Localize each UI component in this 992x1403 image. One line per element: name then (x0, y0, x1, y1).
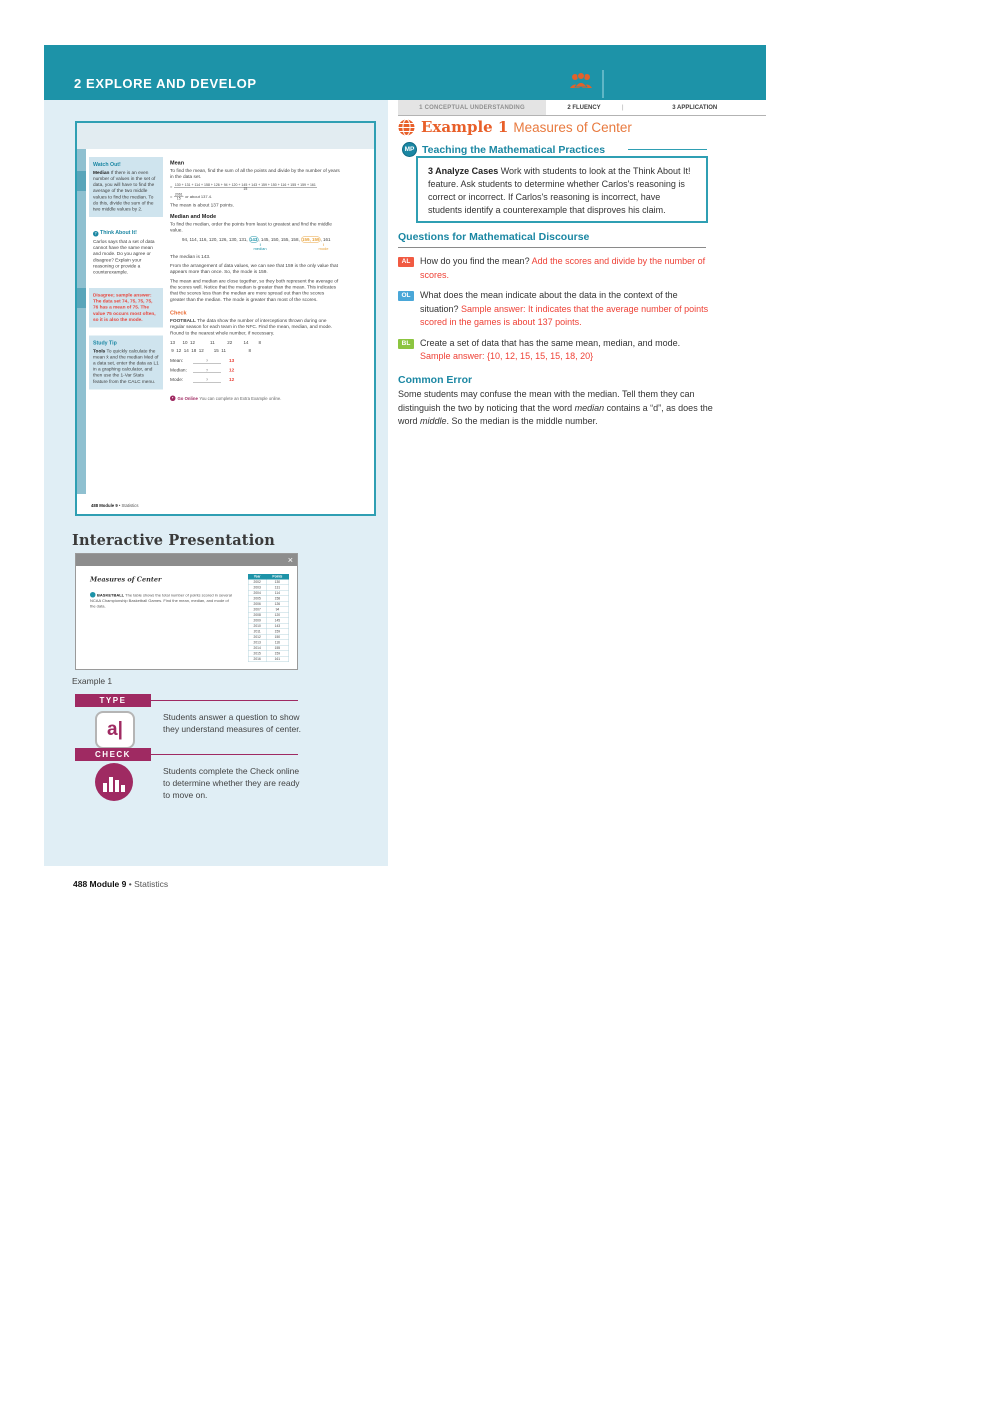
section-title: 2 EXPLORE AND DEVELOP (74, 76, 257, 91)
points-table-header: Year Points (248, 574, 289, 579)
mean-conclusion: The mean is about 137 points. (170, 202, 234, 208)
check-bold: FOOTBALL (170, 318, 196, 324)
mp-heading-row (402, 142, 605, 157)
bl-badge: BL (398, 339, 414, 349)
student-page-sidebar (89, 157, 163, 397)
think-answer-box (89, 288, 163, 327)
discourse-heading: Questions for Mathematical Discourse (398, 231, 590, 243)
fraction: 130 + 131 + 114 + 158 + 126 + 94 + 120 + 145 + 143 + 159 + 150 + 116 + 155 + 159 + 161 15 (174, 183, 316, 191)
points-table (248, 574, 289, 662)
think-about-it-text: Carlos says that a set of data cannot have the same mean and mode. Do you agree or disagree? Explain your reasoning or provide a counterexample. (93, 239, 155, 275)
al-badge: AL (398, 257, 414, 267)
check-data-row-1: 13 10 12 11 22 14 8 (170, 340, 261, 346)
discourse-item-ol (398, 289, 710, 330)
student-page-thumbnail (75, 121, 376, 516)
points-table-row: 2013 116 (248, 640, 289, 646)
window-slide-title: Measures of Center (90, 576, 162, 584)
check-heading: Check (170, 310, 187, 317)
mode-answer-row: Mode: ? 12 (170, 377, 235, 383)
discourse-item-al (398, 255, 710, 282)
points-table-row: 2007 94 (248, 607, 289, 613)
globe-icon (398, 119, 415, 136)
side-strip-segment (77, 171, 86, 191)
mean-intro: To find the mean, find the sum of all the points and divide by the number of years in the data set. (170, 168, 340, 180)
watch-out-text: Median If there is an even number of values in the set of data, you will have to find the average of the two middle values to find the median. To do this, divide the sum of the two middle values by 2. (93, 170, 156, 212)
mp-box-connector (628, 149, 707, 150)
answer-value: 12 (229, 367, 235, 374)
answer-blank: ? (193, 368, 221, 373)
go-online-icon: ▸ (171, 396, 174, 400)
study-tip-box (89, 335, 163, 389)
points-table-row: 2012 150 (248, 634, 289, 640)
mp-heading: Teaching the Mathematical Practices (422, 143, 606, 156)
mean-answer-row: Mean: ? 13 (170, 358, 235, 364)
rigor-tabs (398, 100, 766, 116)
check-description: Students complete the Check online to determine whether they are ready to move on. (163, 766, 300, 800)
mp-text: Work with students to look at the Think About It! feature. Ask students to determine whether Carlos's reasoning is correct or incorrect. If Carlos's reasoning is incorrect, have students identify a counterexample that disproves his claim. (428, 166, 691, 216)
points-table-row: 2004 114 (248, 590, 289, 596)
mean-result: = $\frac{2061}{15}$ or about 137.4. (170, 192, 213, 201)
study-tip-text: Tools To quickly calculate the mean x̄ and the median Med of a data set, enter the data as L1 in a graphing calculator, and then use the 1-Var Stats feature from the CALC menu. (93, 348, 159, 385)
mean-equation: = 130 + 131 + 114 + 158 + 126 + 94 + 120 + 145 + 143 + 159 + 150 + 116 + 155 + 159 + 161 15 (170, 183, 316, 191)
section-header-band (44, 45, 766, 100)
header-divider (602, 70, 604, 98)
page-footer: 488 Module 9 • Statistics (73, 879, 169, 889)
type-banner: TYPE (75, 694, 151, 707)
type-description: Students answer a question to show they understand measures of center. (163, 712, 301, 734)
points-table-row: 2003 131 (248, 585, 289, 591)
discourse-rule (398, 247, 706, 248)
group-icon (568, 71, 594, 91)
student-page-side-strip (77, 149, 86, 494)
common-error-heading: Common Error (398, 374, 473, 386)
student-page-top-band (77, 123, 374, 149)
go-online-text: You can complete an Extra Example online. (199, 395, 282, 401)
mode-values-highlight: 159, 159 (301, 236, 320, 242)
watch-out-title: Watch Out! (93, 161, 121, 168)
mini-table-rows (248, 579, 289, 662)
speech-bubble-icon: ? (94, 232, 97, 236)
fraction: $\frac{2061}{15}$ (174, 192, 183, 201)
discourse-question-answer: How do you find the mean? Add the scores and divide by the number of scores. (420, 256, 706, 280)
watch-out-box (89, 157, 163, 217)
ol-badge: OL (398, 291, 414, 301)
go-online-label: Go Online (177, 395, 198, 401)
window-title-bar (76, 554, 297, 566)
think-answer-text: Disagree; sample answer: The data set 74, 75, 75, 75, 76 has a mean of 75. The value 75 occurs most often, so it is also the mode. (93, 292, 156, 323)
close-icon[interactable]: × (287, 555, 293, 565)
points-table-row: 2006 126 (248, 601, 289, 607)
points-table-row: 2011 159 (248, 629, 289, 635)
answer-value: 12 (229, 377, 235, 383)
mp-bold: 3 Analyze Cases (428, 166, 499, 176)
points-table-row: 2009 145 (248, 618, 289, 624)
presentation-window (75, 553, 298, 670)
study-tip-title: Study Tip (93, 339, 117, 346)
points-table-row: 2014 155 (248, 645, 289, 651)
go-online-row (170, 396, 356, 402)
answer-blank: ? (193, 378, 221, 383)
analysis-paragraph: The mean and median are close together, so they both represent the average of the scores well. Notice that the median is greater than the mean. This indicates that the scores less than the median are more spread out than the scores greater than the median. The mode is greater than most of the scores. (170, 278, 339, 303)
check-banner: CHECK (75, 748, 151, 761)
median-callout: median (253, 246, 267, 251)
student-page-footer: 488 Module 9 • Statistics (91, 503, 139, 508)
example-number: Example 1 (421, 118, 509, 136)
median-mode-heading: Median and Mode (170, 213, 217, 220)
student-page-main (170, 155, 356, 401)
mp-box (416, 156, 708, 223)
discourse-question-answer: Create a set of data that has the same mean, median, and mode. Sample answer: {10, 12, 15, 15, 15, 18, 20} (420, 337, 681, 361)
check-data-row-2: 9 12 14 18 12 15 11 8 (170, 347, 251, 353)
points-table-row: 2015 159 (248, 651, 289, 657)
study-tip-bold: Tools (93, 348, 106, 354)
interactive-presentation-heading: Interactive Presentation (72, 532, 276, 549)
mean-heading: Mean (170, 160, 185, 166)
mode-callout: mode (318, 246, 329, 251)
check-banner-rule (151, 754, 298, 755)
mp-badge-icon: MP (402, 142, 417, 157)
basketball-icon (90, 592, 96, 598)
type-input-icon: a| (95, 711, 135, 749)
ordered-data-line: 94, 114, 116, 120, 126, 130, 131, 143, 145, 150, 155, 158, 159, 159, 161 median mode (182, 236, 331, 251)
example-title: Measures of Center (513, 119, 632, 135)
median-intro: To find the median, order the points from least to greatest and find the middle value. (170, 221, 332, 234)
type-banner-rule (151, 700, 298, 701)
discourse-question-answer: What does the mean indicate about the data in the context of the situation? Sample answer: It indicates that the average number of points scored in the games is about 137 points. (420, 290, 709, 327)
answer-value: 13 (229, 358, 235, 364)
discourse-item-bl (398, 337, 710, 364)
check-problem: FOOTBALL The data show the number of interceptions thrown during one regular season for each team in the NFC. Find the mean, median, and mode. Round to the nearest whole number, if necessary. (170, 318, 333, 336)
tab-conceptual-understanding[interactable]: 1 CONCEPTUAL UNDERSTANDING (398, 100, 546, 115)
median-answer-row: Median: ? 12 (170, 367, 235, 374)
mode-paragraph: From the arrangement of data values, we can see that 159 is the only value that appears more than once. So, the mode is 159. (170, 263, 338, 275)
discourse-list (398, 255, 710, 371)
median-value-highlight: 143 (249, 236, 258, 242)
tab-application[interactable]: 3 APPLICATION (624, 100, 766, 115)
think-about-it-box (89, 225, 163, 280)
window-problem-text: BASKETBALL The table shows the total number of points scored in several NCAA Championship Basketball Games. Find the mean, median, and mode of the data. (90, 593, 232, 609)
watch-out-bold: Median (93, 170, 110, 176)
median-conclusion: The median is 143. (170, 253, 211, 260)
common-error-text: Some students may confuse the mean with the median. Tell them they can distinguish the two by noticing that the word median contains a “d”, as does the word middle. So the median is the middle number. (398, 389, 713, 426)
points-table-row: 2010 143 (248, 623, 289, 629)
tab-fluency[interactable]: 2 FLUENCY (546, 100, 622, 115)
points-table-row: 2016 161 (248, 656, 289, 662)
window-caption: Example 1 (72, 676, 113, 686)
side-strip-segment (77, 288, 86, 308)
points-table-row: 2005 158 (248, 596, 289, 602)
think-about-it-title: ? Think About It! (94, 229, 137, 236)
answer-blank: ? (193, 359, 221, 364)
example-heading-row (398, 118, 632, 136)
points-table-row: 2002 130 (248, 579, 289, 585)
bar-chart-icon (95, 763, 133, 801)
points-table-row: 2008 120 (248, 612, 289, 618)
